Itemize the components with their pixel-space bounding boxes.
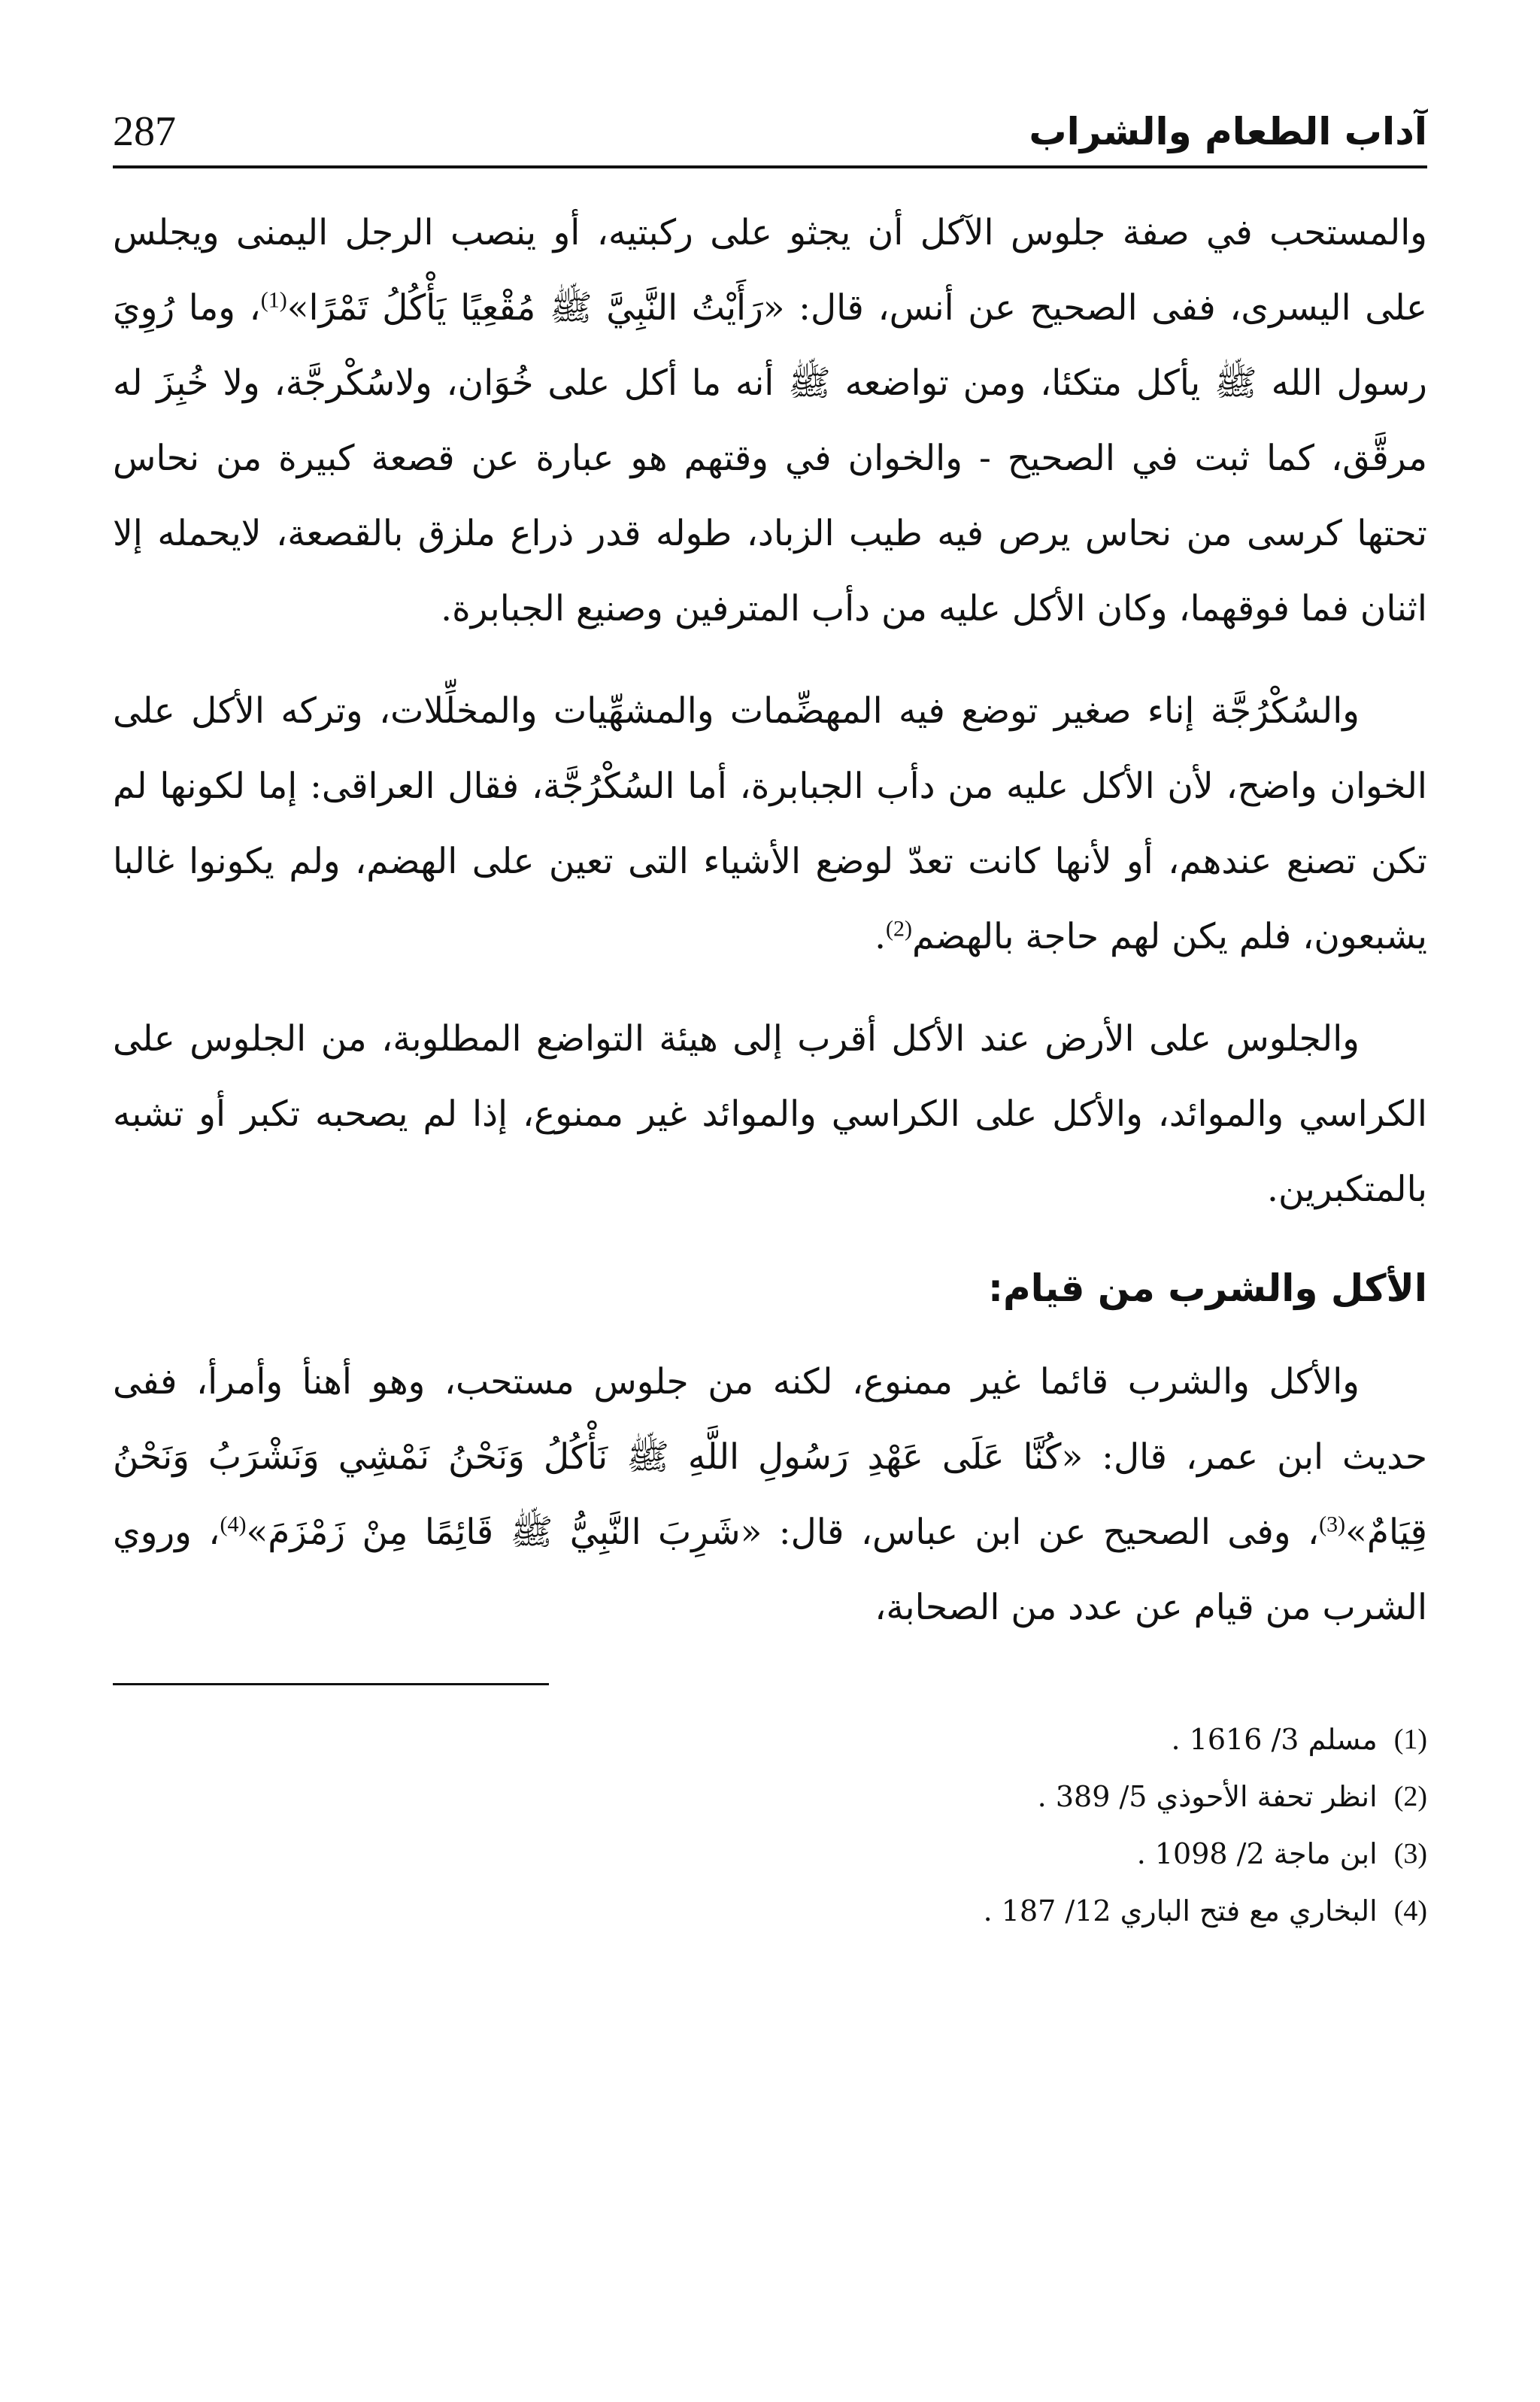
footnote-ref-4: (4): [220, 1512, 247, 1537]
footnote-item: [113, 1768, 1427, 1825]
paragraph-text: ، وفى الصحيح عن ابن عباس، قال: «شَرِبَ النَّبِيُّ ﷺ قَائِمًا مِنْ زَمْزَمَ»: [246, 1512, 1320, 1553]
footnote-item: [113, 1882, 1427, 1939]
paragraph-1: [113, 196, 1427, 647]
footnote-text: البخاري مع فتح الباري 12/ 187 .: [983, 1894, 1378, 1927]
book-page: [113, 98, 1427, 2324]
paragraph-text: .: [875, 916, 887, 957]
paragraph-3: [113, 1002, 1427, 1227]
running-header: [113, 98, 1427, 168]
paragraph-text: ، وروي الشرب من قيام عن عدد من الصحابة،: [113, 1512, 1427, 1628]
paragraph-text: والسُكْرُجَّة إناء صغير توضع فيه المهضِّمات والمشهِّيات والمخلِّلات، وتركه الأكل على الخوان واضح، لأن الأكل عليه من دأب الجبابرة، أما السُكْرُجَّة، فقال العراقى: إما لكونها لم تكن تصنع عندهم، أو لأنها كانت تعدّ لوضع الأشياء التى تعين على الهضم، ولم يكونوا غالبا يشبعون، فلم يكن لهم حاجة بالهضم: [113, 690, 1427, 957]
footnote-item: [113, 1711, 1427, 1768]
footnote-marker: (2): [1393, 1781, 1427, 1812]
paragraph-text: والأكل والشرب قائما غير ممنوع، لكنه من جلوس مستحب، وهو أهنأ وأمرأ، ففى حديث ابن عمر، قال: «كُنَّا عَلَى عَهْدِ رَسُولِ اللَّهِ ﷺ نَأْكُلُ وَنَحْنُ نَمْشِي وَنَشْرَبُ وَنَحْنُ قِيَامٌ»: [113, 1361, 1427, 1553]
footnote-marker: (1): [1393, 1724, 1427, 1755]
footnote-item: [113, 1825, 1427, 1882]
footnote-text: ابن ماجة 2/ 1098 .: [1136, 1837, 1378, 1870]
page-body: [113, 196, 1427, 1939]
footnote-ref-2: (2): [886, 916, 913, 942]
paragraph-4: [113, 1345, 1427, 1645]
page-number: 287: [113, 108, 176, 155]
running-title: آداب الطعام والشراب: [1029, 110, 1427, 153]
footnote-marker: (4): [1393, 1895, 1427, 1927]
footnote-text: انظر تحفة الأحوذي 5/ 389 .: [1037, 1780, 1378, 1813]
paragraph-text: والمستحب في صفة جلوس الآكل أن يجثو على ركبتيه، أو ينصب الرجل اليمنى ويجلس على اليسرى، ففى الصحيح عن أنس، قال: «رَأَيْتُ النَّبِيَّ ﷺ مُقْعِيًا يَأْكُلُ تَمْرًا»: [113, 212, 1427, 329]
footnote-marker: (3): [1393, 1838, 1427, 1870]
paragraph-text: ، وما رُوِيَ رسول الله ﷺ يأكل متكئا، ومن تواضعه ﷺ أنه ما أكل على خُوَان، ولاسُكْرجَّة، ولا خُبِزَ له مرقَّق، كما ثبت في الصحيح - والخوان في وقتهم هو عبارة عن قصعة كبيرة من نحاس تحتها كرسى من نحاس يرص فيه طيب الزباد، طوله قدر ذراع ملزق بالقصعة، لايحمله إلا اثنان فما فوقهما، وكان الأكل عليه من دأب المترفين وصنيع الجبابرة.: [113, 287, 1427, 629]
footnote-ref-3: (3): [1319, 1512, 1346, 1537]
paragraph-2: [113, 674, 1427, 975]
paragraph-text: والجلوس على الأرض عند الأكل أقرب إلى هيئة التواضع المطلوبة، من الجلوس على الكراسي والموائد، والأكل على الكراسي والموائد غير ممنوع، إذا لم يصحبه تكبر أو تشبه بالمتكبرين.: [113, 1018, 1427, 1210]
footnote-divider: [113, 1683, 549, 1685]
footnote-text: مسلم 3/ 1616 .: [1171, 1723, 1378, 1756]
footnote-ref-1: (1): [260, 287, 287, 313]
footnotes-list: [113, 1711, 1427, 1939]
section-heading: الأكل والشرب من قيام:: [987, 1266, 1427, 1310]
